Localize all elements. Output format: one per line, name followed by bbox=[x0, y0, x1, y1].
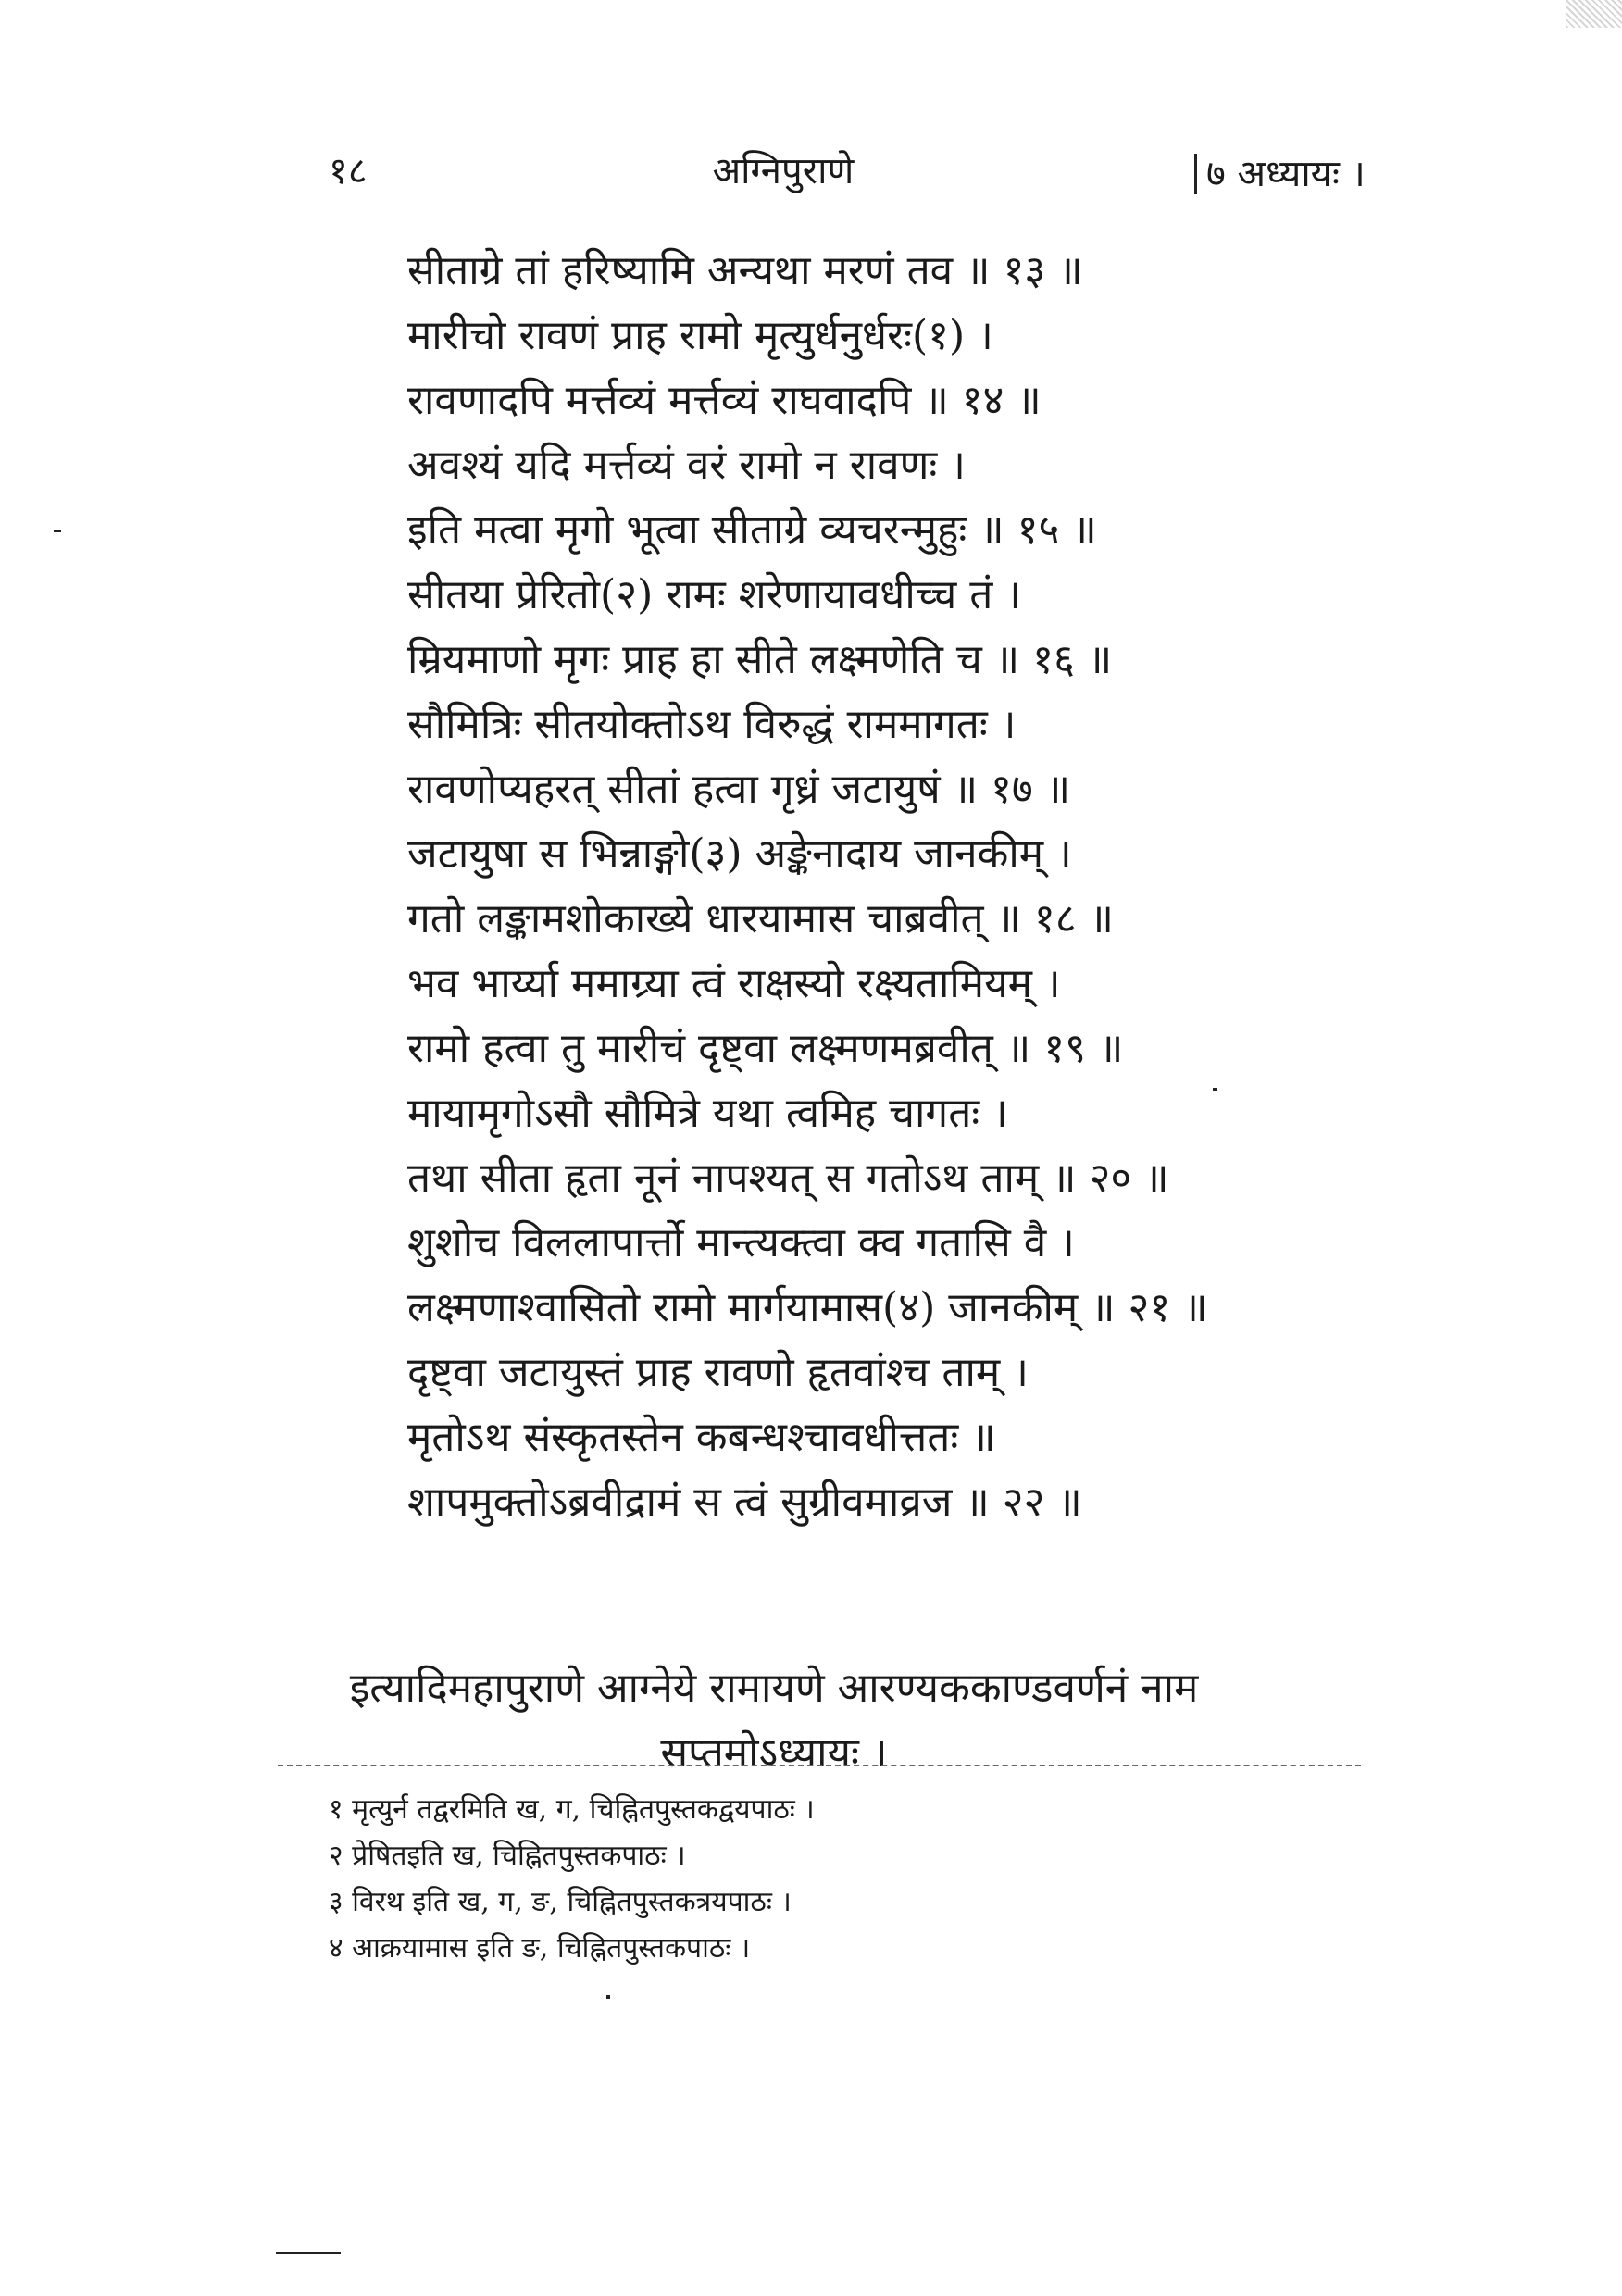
footnote-separator bbox=[278, 1765, 1361, 1766]
verse-line: रावणादपि मर्त्तव्यं मर्त्तव्यं राघवादपि ॥ १४ ॥ bbox=[407, 377, 1042, 424]
footnote: २ प्रेषितइति ख, चिह्नितपुस्तकपाठः । bbox=[329, 1840, 686, 1872]
scan-speck bbox=[1213, 1088, 1217, 1091]
verse-line: सौमित्रिः सीतयोक्तोऽथ विरुद्धं राममागतः । bbox=[407, 701, 1017, 748]
scan-speck bbox=[606, 1995, 610, 1999]
section-label-text: ७ अध्यायः । bbox=[1194, 154, 1366, 194]
verse-line: मृतोऽथ संस्कृतस्तेन कबन्धश्चावधीत्ततः ॥ bbox=[407, 1414, 996, 1461]
colophon-line-2: सप्तमोऽध्यायः । bbox=[660, 1729, 888, 1777]
section-label bbox=[1194, 148, 1366, 194]
verse-line: सीताग्रे तां हरिष्यामि अन्यथा मरणं तव ॥ १३ ॥ bbox=[407, 247, 1083, 294]
scan-speck bbox=[54, 530, 61, 532]
verse-line: सीतया प्रेरितो(२) रामः शरेणायावधीच्च तं । bbox=[407, 571, 1022, 618]
verse-block bbox=[407, 239, 1333, 1535]
footnote: ४ आक्रयामास इति ङ, चिह्नितपुस्तकपाठः । bbox=[329, 1932, 751, 1965]
verse-line: रावणोप्यहरत् सीतां हत्वा गृध्रं जटायुषं ॥ १७ ॥ bbox=[407, 766, 1071, 813]
verse-line: दृष्ट्वा जटायुस्तं प्राह रावणो हृतवांश्च ताम् । bbox=[407, 1349, 1029, 1396]
verse-line: शापमुक्तोऽब्रवीद्रामं स त्वं सुग्रीवमाव्रज ॥ २२ ॥ bbox=[407, 1479, 1082, 1526]
footnote: ३ विरथ इति ख, ग, ङ, चिह्नितपुस्तकत्रयपाठः । bbox=[329, 1886, 792, 1918]
verse-line: जटायुषा स भिन्नाङ्गो(३) अङ्केनादाय जानकीम् । bbox=[407, 830, 1072, 878]
footnote: १ मृत्युर्न तद्वरमिति ख, ग, चिह्नितपुस्तकद्वयपाठः । bbox=[329, 1793, 815, 1826]
verse-line: मायामृगोऽसौ सौमित्रे यथा त्वमिह चागतः । bbox=[407, 1090, 1008, 1137]
running-title: अग्निपुराणे bbox=[712, 150, 855, 193]
verse-line: गतो लङ्कामशोकाख्ये धारयामास चाब्रवीत् ॥ १८ ॥ bbox=[407, 895, 1115, 942]
verse-line: रामो हत्वा तु मारीचं दृष्ट्वा लक्ष्मणमब्रवीत् ॥ १९ ॥ bbox=[407, 1025, 1124, 1072]
verse-line: इति मत्वा मृगो भूत्वा सीताग्रे व्यचरन्मुहुः ॥ १५ ॥ bbox=[407, 506, 1097, 554]
verse-line: शुशोच विललापार्त्तो मान्त्यक्त्वा क्व गतासि वै । bbox=[407, 1219, 1075, 1267]
page-number: १८ bbox=[329, 150, 368, 193]
verse-line: तथा सीता हृता नूनं नापश्यत् स गतोऽथ ताम् ॥ २० ॥ bbox=[407, 1154, 1169, 1202]
colophon-line-1: इत्यादिमहापुराणे आग्नेये रामायणे आरण्यककाण्डवर्णनं नाम bbox=[349, 1665, 1199, 1712]
verse-line: म्रियमाणो मृगः प्राह हा सीते लक्ष्मणेति च ॥ १६ ॥ bbox=[407, 636, 1113, 683]
verse-line: भव भार्य्या ममाग्र्या त्वं राक्षस्यो रक्ष्यतामियम् । bbox=[407, 960, 1061, 1007]
scan-speck bbox=[276, 2252, 341, 2254]
verse-line: मारीचो रावणं प्राह रामो मृत्युर्धनुर्धरः(१) । bbox=[407, 312, 993, 359]
footnotes bbox=[329, 1787, 1347, 1972]
verse-line: अवश्यं यदि मर्त्तव्यं वरं रामो न रावणः । bbox=[407, 442, 966, 489]
scan-corner-artifact bbox=[1566, 0, 1622, 28]
verse-line: लक्ष्मणाश्वासितो रामो मार्गयामास(४) जानकीम् ॥ २१ ॥ bbox=[407, 1284, 1208, 1331]
